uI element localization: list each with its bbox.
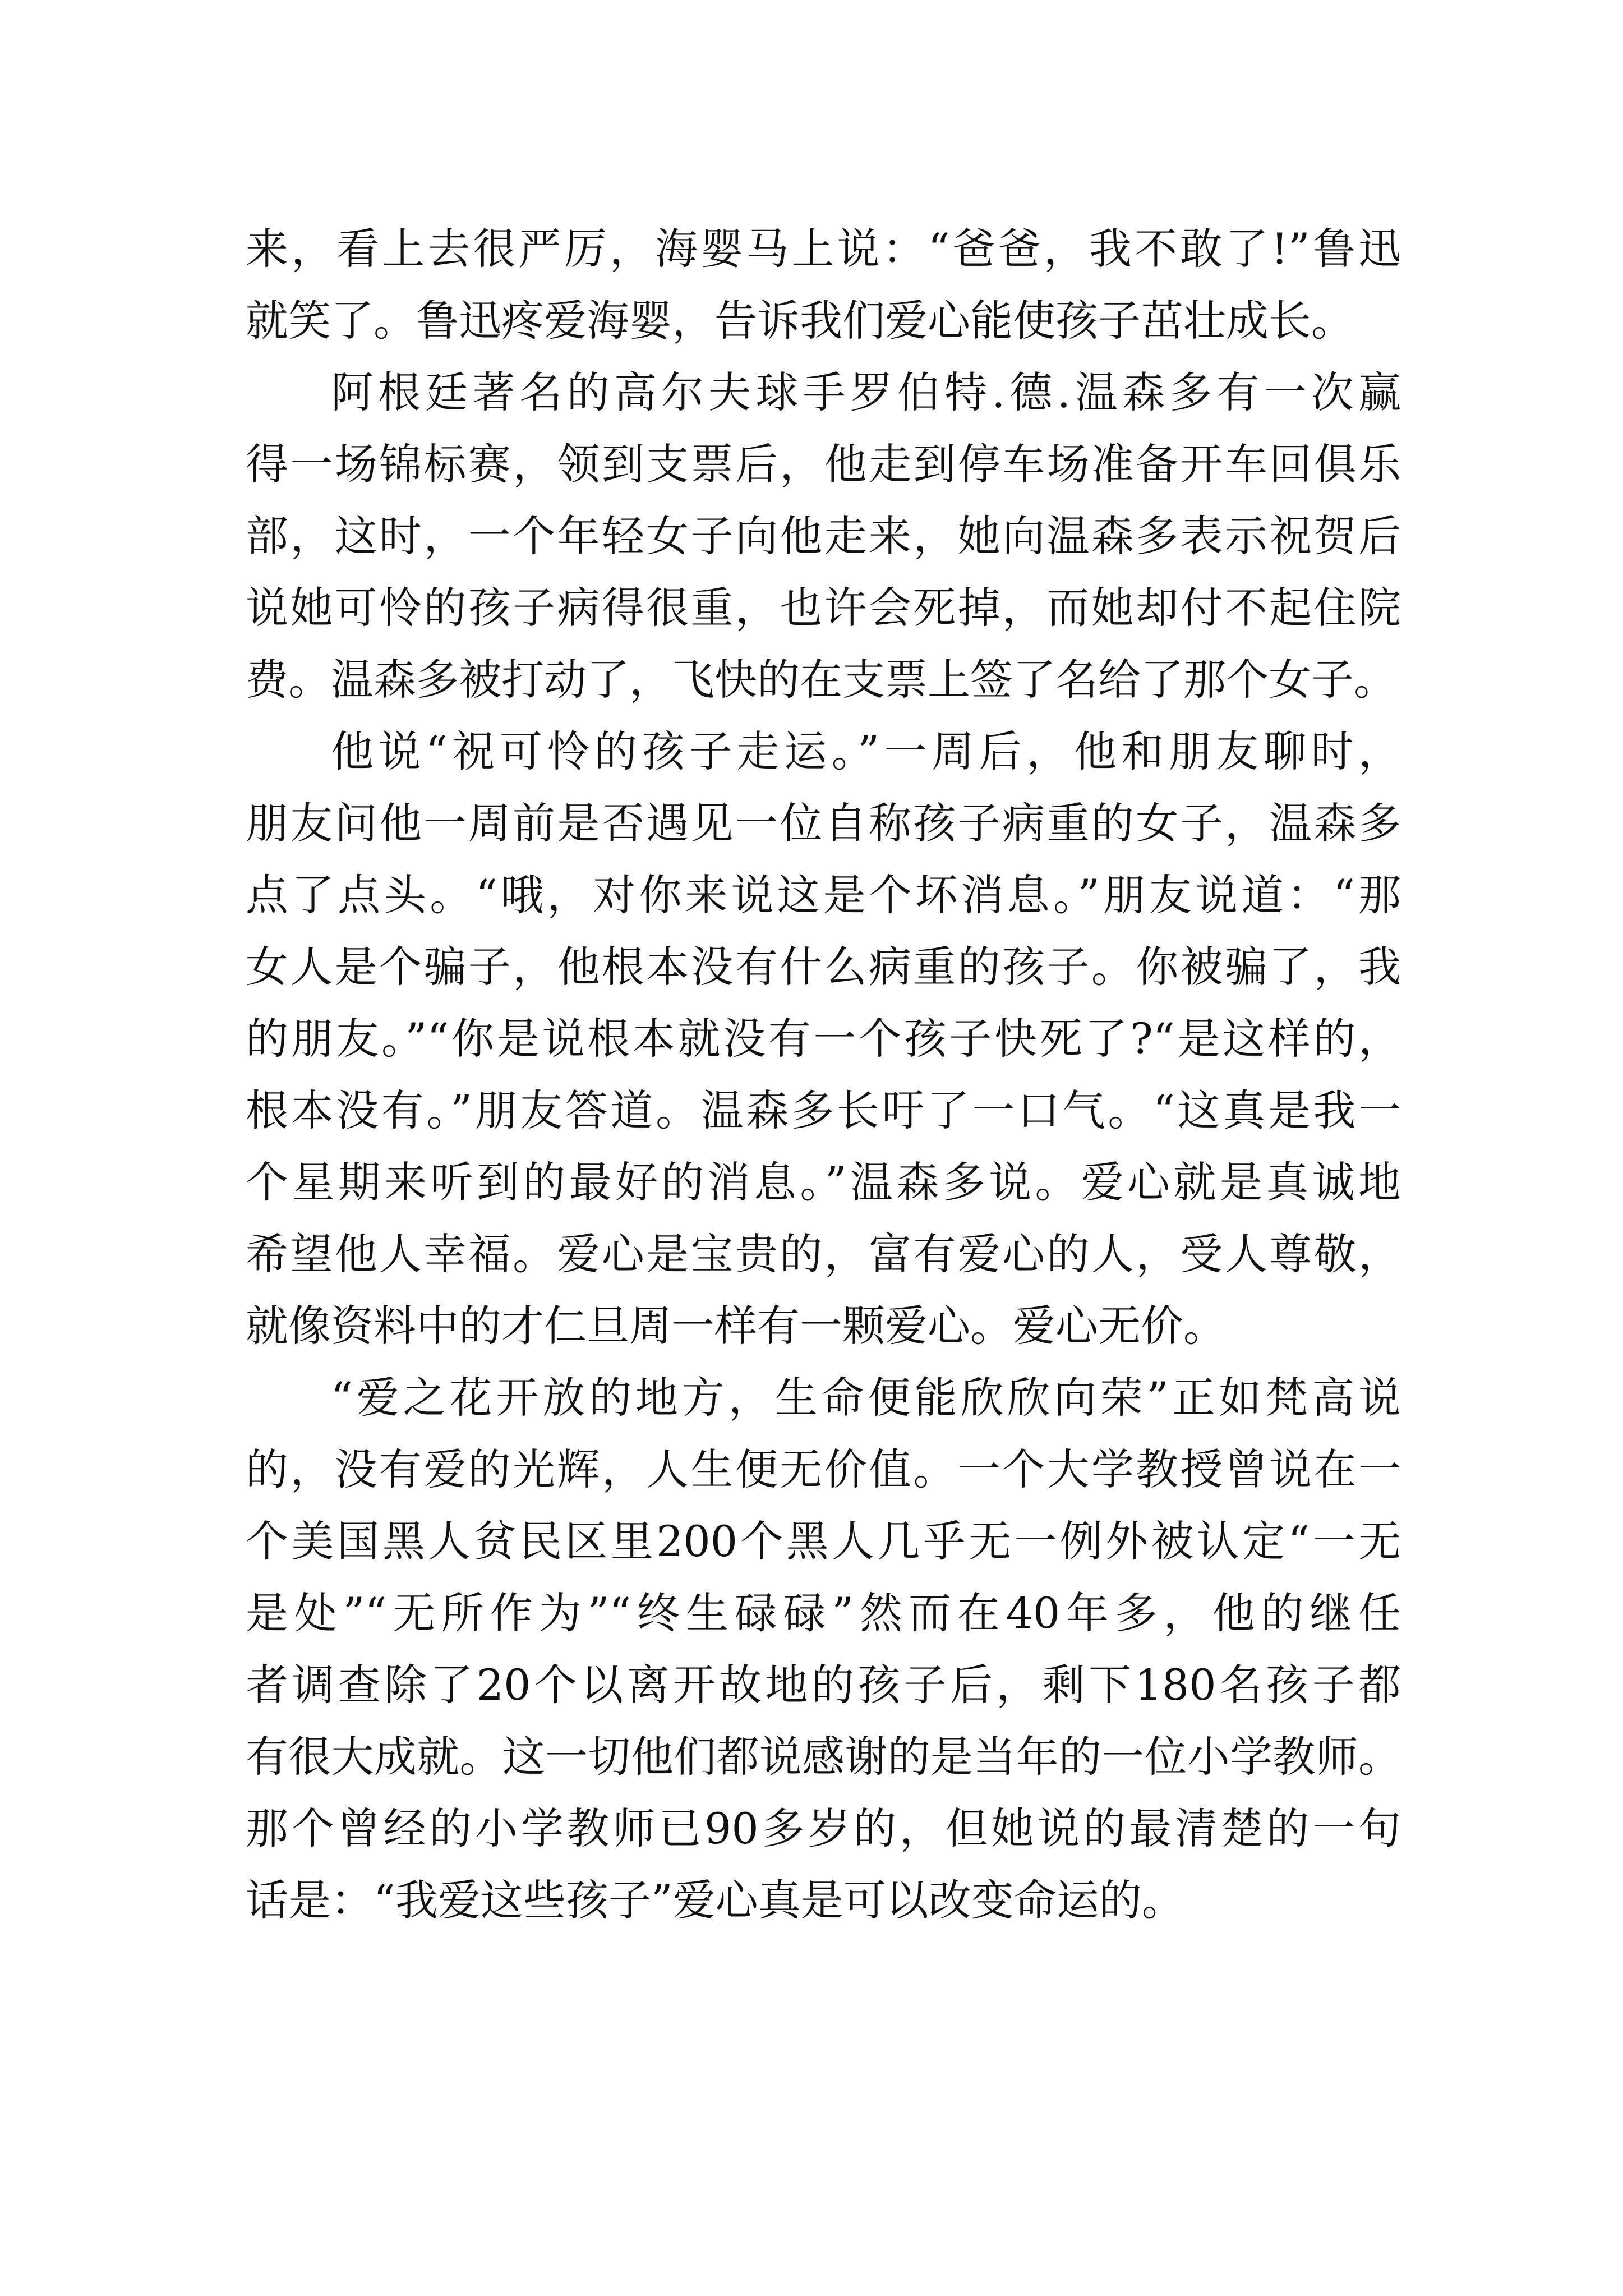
text-line: 得一场锦标赛，领到支票后，他走到停车场准备开车回俱乐	[246, 439, 1401, 489]
paragraph-first-line: “爱之花开放的地方，生命便能欣欣向荣”正如梵高说	[331, 1373, 1401, 1423]
text-line: 点了点头。“哦，对你来说这是个坏消息。”朋友说道：“那	[246, 870, 1401, 920]
text-line: 女人是个骗子，他根本没有什么病重的孩子。你被骗了，我	[246, 942, 1401, 992]
paragraph-first-line: 阿根廷著名的高尔夫球手罗伯特.德.温森多有一次赢	[331, 367, 1401, 417]
text-line: 就笑了。鲁迅疼爱海婴，告诉我们爱心能使孩子茁壮成长。	[246, 296, 1354, 346]
text-line: 部，这时，一个年轻女子向他走来，她向温森多表示祝贺后	[246, 511, 1401, 561]
text-line: 个星期来听到的最好的消息。”温森多说。爱心就是真诚地	[246, 1157, 1401, 1207]
text-line: 希望他人幸福。爱心是宝贵的，富有爱心的人，受人尊敬，	[246, 1229, 1401, 1279]
text-line: 朋友问他一周前是否遇见一位自称孩子病重的女子，温森多	[246, 798, 1401, 848]
paragraph-first-line: 他说“祝可怜的孩子走运。”一周后，他和朋友聊时，	[331, 726, 1401, 776]
text-line: 的，没有爱的光辉，人生便无价值。一个大学教授曾说在一	[246, 1444, 1401, 1494]
text-line: 来，看上去很严厉，海婴马上说：“爸爸，我不敢了!”鲁迅	[246, 224, 1401, 274]
text-line: 个美国黑人贫民区里200个黑人几乎无一例外被认定“一无	[246, 1516, 1401, 1566]
text-line: 费。温森多被打动了，飞快的在支票上签了名给了那个女子。	[246, 655, 1396, 705]
text-line: 就像资料中的才仁旦周一样有一颗爱心。爱心无价。	[246, 1301, 1226, 1351]
text-line: 话是：“我爱这些孩子”爱心真是可以改变命运的。	[246, 1875, 1184, 1925]
text-line: 是处”“无所作为”“终生碌碌”然而在40年多，他的继任	[246, 1588, 1401, 1638]
text-line: 那个曾经的小学教师已90多岁的，但她说的最清楚的一句	[246, 1803, 1401, 1853]
text-line: 的朋友。”“你是说根本就没有一个孩子快死了?“是这样的，	[246, 1014, 1401, 1064]
text-line: 有很大成就。这一切他们都说感谢的是当年的一位小学教师。	[246, 1732, 1401, 1782]
text-line: 者调查除了20个以离开故地的孩子后，剩下180名孩子都	[246, 1660, 1401, 1710]
text-line: 根本没有。”朋友答道。温森多长吁了一口气。“这真是我一	[246, 1085, 1401, 1135]
text-line: 说她可怜的孩子病得很重，也许会死掉，而她却付不起住院	[246, 583, 1401, 633]
body-text	[246, 213, 1401, 1936]
